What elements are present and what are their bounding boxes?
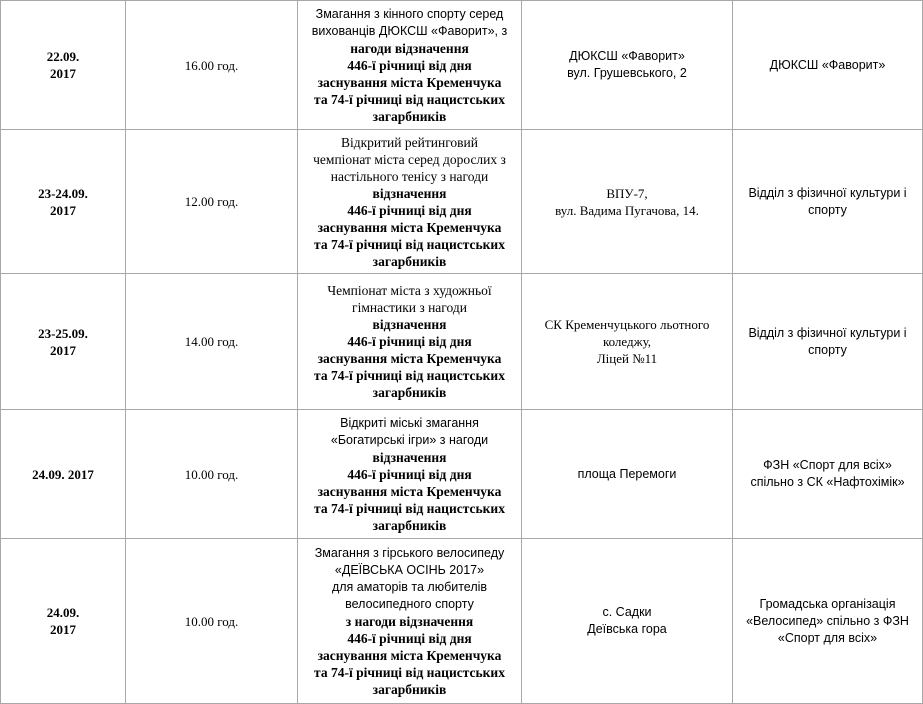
date-text: 2017 — [50, 622, 76, 637]
organizer-text: спорту — [808, 342, 847, 357]
table-row — [1, 539, 923, 704]
event-text: настільного тенісу з нагоди — [330, 168, 489, 184]
venue-cell — [522, 274, 733, 410]
event-text: загарбників — [372, 517, 447, 533]
time-text: 10.00 год. — [184, 466, 239, 482]
event-text: Змагання з гірського велосипеду — [314, 545, 505, 560]
organizer-text: «Велосипед» спільно з ФЗН — [746, 613, 909, 628]
time-cell — [126, 539, 298, 704]
date-cell — [1, 130, 126, 274]
event-text: Чемпіонат міста з художньої — [327, 283, 492, 298]
organizer-cell — [733, 130, 923, 274]
organizer-text: ДЮКСШ «Фаворит» — [769, 57, 886, 72]
event-text: заснування міста Кременчука — [317, 351, 502, 366]
date-cell — [1, 274, 126, 410]
event-text: 446-ї річниці від дня — [347, 57, 472, 73]
time-text: 14.00 год. — [184, 334, 239, 349]
event-text: Змагання з кінного спорту серед — [315, 6, 504, 21]
event-text: Відкритий рейтинговий — [341, 134, 478, 150]
event-text: відзначення — [372, 449, 447, 465]
event-text: відзначення — [372, 185, 447, 201]
event-text: та 74-ї річниці від нацистських — [314, 91, 505, 107]
table-row — [1, 1, 923, 130]
event-text: велосипедного спорту — [345, 596, 474, 611]
organizer-text: ФЗН «Спорт для всіх» — [763, 458, 892, 472]
event-text: загарбників — [372, 253, 447, 269]
table-row — [1, 274, 923, 410]
venue-text: Ліцей №11 — [596, 351, 658, 366]
date-text: 2017 — [50, 202, 76, 218]
venue-cell — [522, 539, 733, 704]
venue-text: ВПУ-7, — [606, 185, 648, 201]
event-text: 446-ї річниці від дня — [347, 466, 472, 482]
event-text: 446-ї річниці від дня — [347, 334, 472, 349]
date-cell — [1, 410, 126, 539]
date-cell — [1, 539, 126, 704]
venue-text: коледжу, — [602, 334, 652, 349]
time-text: 10.00 год. — [184, 613, 239, 629]
time-text: 16.00 год. — [184, 57, 239, 73]
date-text: 22.09. — [46, 49, 80, 64]
event-text: «ДЕЇВСЬКА ОСІНЬ 2017» — [334, 562, 485, 577]
date-text: 24.09. — [46, 605, 80, 620]
date-cell — [1, 1, 126, 130]
time-cell — [126, 130, 298, 274]
time-cell — [126, 410, 298, 539]
event-text: та 74-ї річниці від нацистських — [314, 664, 505, 680]
event-text: Відкриті міські змагання — [340, 415, 479, 430]
event-text: з нагоди відзначення — [345, 613, 474, 629]
organizer-text: Громадська організація — [759, 596, 896, 611]
organizer-text: Відділ з фізичної культури і — [748, 185, 907, 200]
event-text: вихованців ДЮКСШ «Фаворит», з — [311, 23, 508, 38]
event-text: заснування міста Кременчука — [317, 483, 502, 499]
event-text: 446-ї річниці від дня — [347, 630, 472, 646]
event-text: та 74-ї річниці від нацистських — [314, 368, 505, 383]
event-text: гімнастики з нагоди — [352, 300, 467, 315]
venue-text: ДЮКСШ «Фаворит» — [569, 49, 685, 63]
events-table-body — [1, 1, 923, 704]
event-text: та 74-ї річниці від нацистських — [314, 236, 505, 252]
time-text: 12.00 год. — [184, 194, 239, 209]
venue-cell — [522, 130, 733, 274]
venue-text: вул. Грушевського, 2 — [567, 66, 687, 80]
organizer-text: спорту — [808, 202, 847, 217]
date-text: 23-25.09. — [38, 325, 88, 341]
event-text: «Богатирські ігри» з нагоди — [330, 432, 489, 447]
organizer-text: Відділ з фізичної культури і — [748, 325, 907, 340]
event-text: чемпіонат міста серед дорослих з — [313, 151, 506, 167]
table-row — [1, 410, 923, 539]
event-text: загарбників — [372, 385, 447, 400]
organizer-cell — [733, 539, 923, 704]
organizer-cell — [733, 410, 923, 539]
time-cell — [126, 1, 298, 130]
venue-text: вул. Вадима Пугачова, 14. — [555, 202, 699, 218]
venue-text: площа Перемоги — [577, 466, 677, 481]
organizer-text: спільно з СК «Нафтохімік» — [750, 475, 905, 489]
venue-text: СК Кременчуцького льотного — [544, 317, 710, 332]
event-text: заснування міста Кременчука — [317, 647, 502, 663]
event-text: відзначення — [372, 317, 447, 332]
table-row — [1, 130, 923, 274]
organizer-text: «Спорт для всіх» — [777, 630, 878, 645]
event-text: та 74-ї річниці від нацистських — [314, 500, 505, 516]
date-text: 24.09. 2017 — [32, 466, 94, 482]
event-text: загарбників — [372, 108, 447, 124]
date-text: 2017 — [50, 342, 76, 358]
event-cell — [298, 539, 522, 704]
venue-text: с. Садки — [602, 605, 652, 619]
event-text: для аматорів та любителів — [331, 579, 488, 594]
event-text: загарбників — [372, 681, 447, 697]
event-text: заснування міста Кременчука — [317, 219, 502, 235]
event-text: заснування міста Кременчука — [317, 74, 502, 90]
date-text: 23-24.09. — [38, 185, 88, 201]
date-text: 2017 — [50, 66, 76, 81]
venue-cell — [522, 410, 733, 539]
venue-text: Деївська гора — [587, 622, 667, 636]
event-cell — [298, 410, 522, 539]
venue-cell — [522, 1, 733, 130]
organizer-cell — [733, 1, 923, 130]
event-cell — [298, 274, 522, 410]
event-text: нагоди відзначення — [350, 40, 469, 56]
event-text: 446-ї річниці від дня — [347, 202, 472, 218]
time-cell — [126, 274, 298, 410]
event-cell — [298, 130, 522, 274]
event-cell — [298, 1, 522, 130]
organizer-cell — [733, 274, 923, 410]
